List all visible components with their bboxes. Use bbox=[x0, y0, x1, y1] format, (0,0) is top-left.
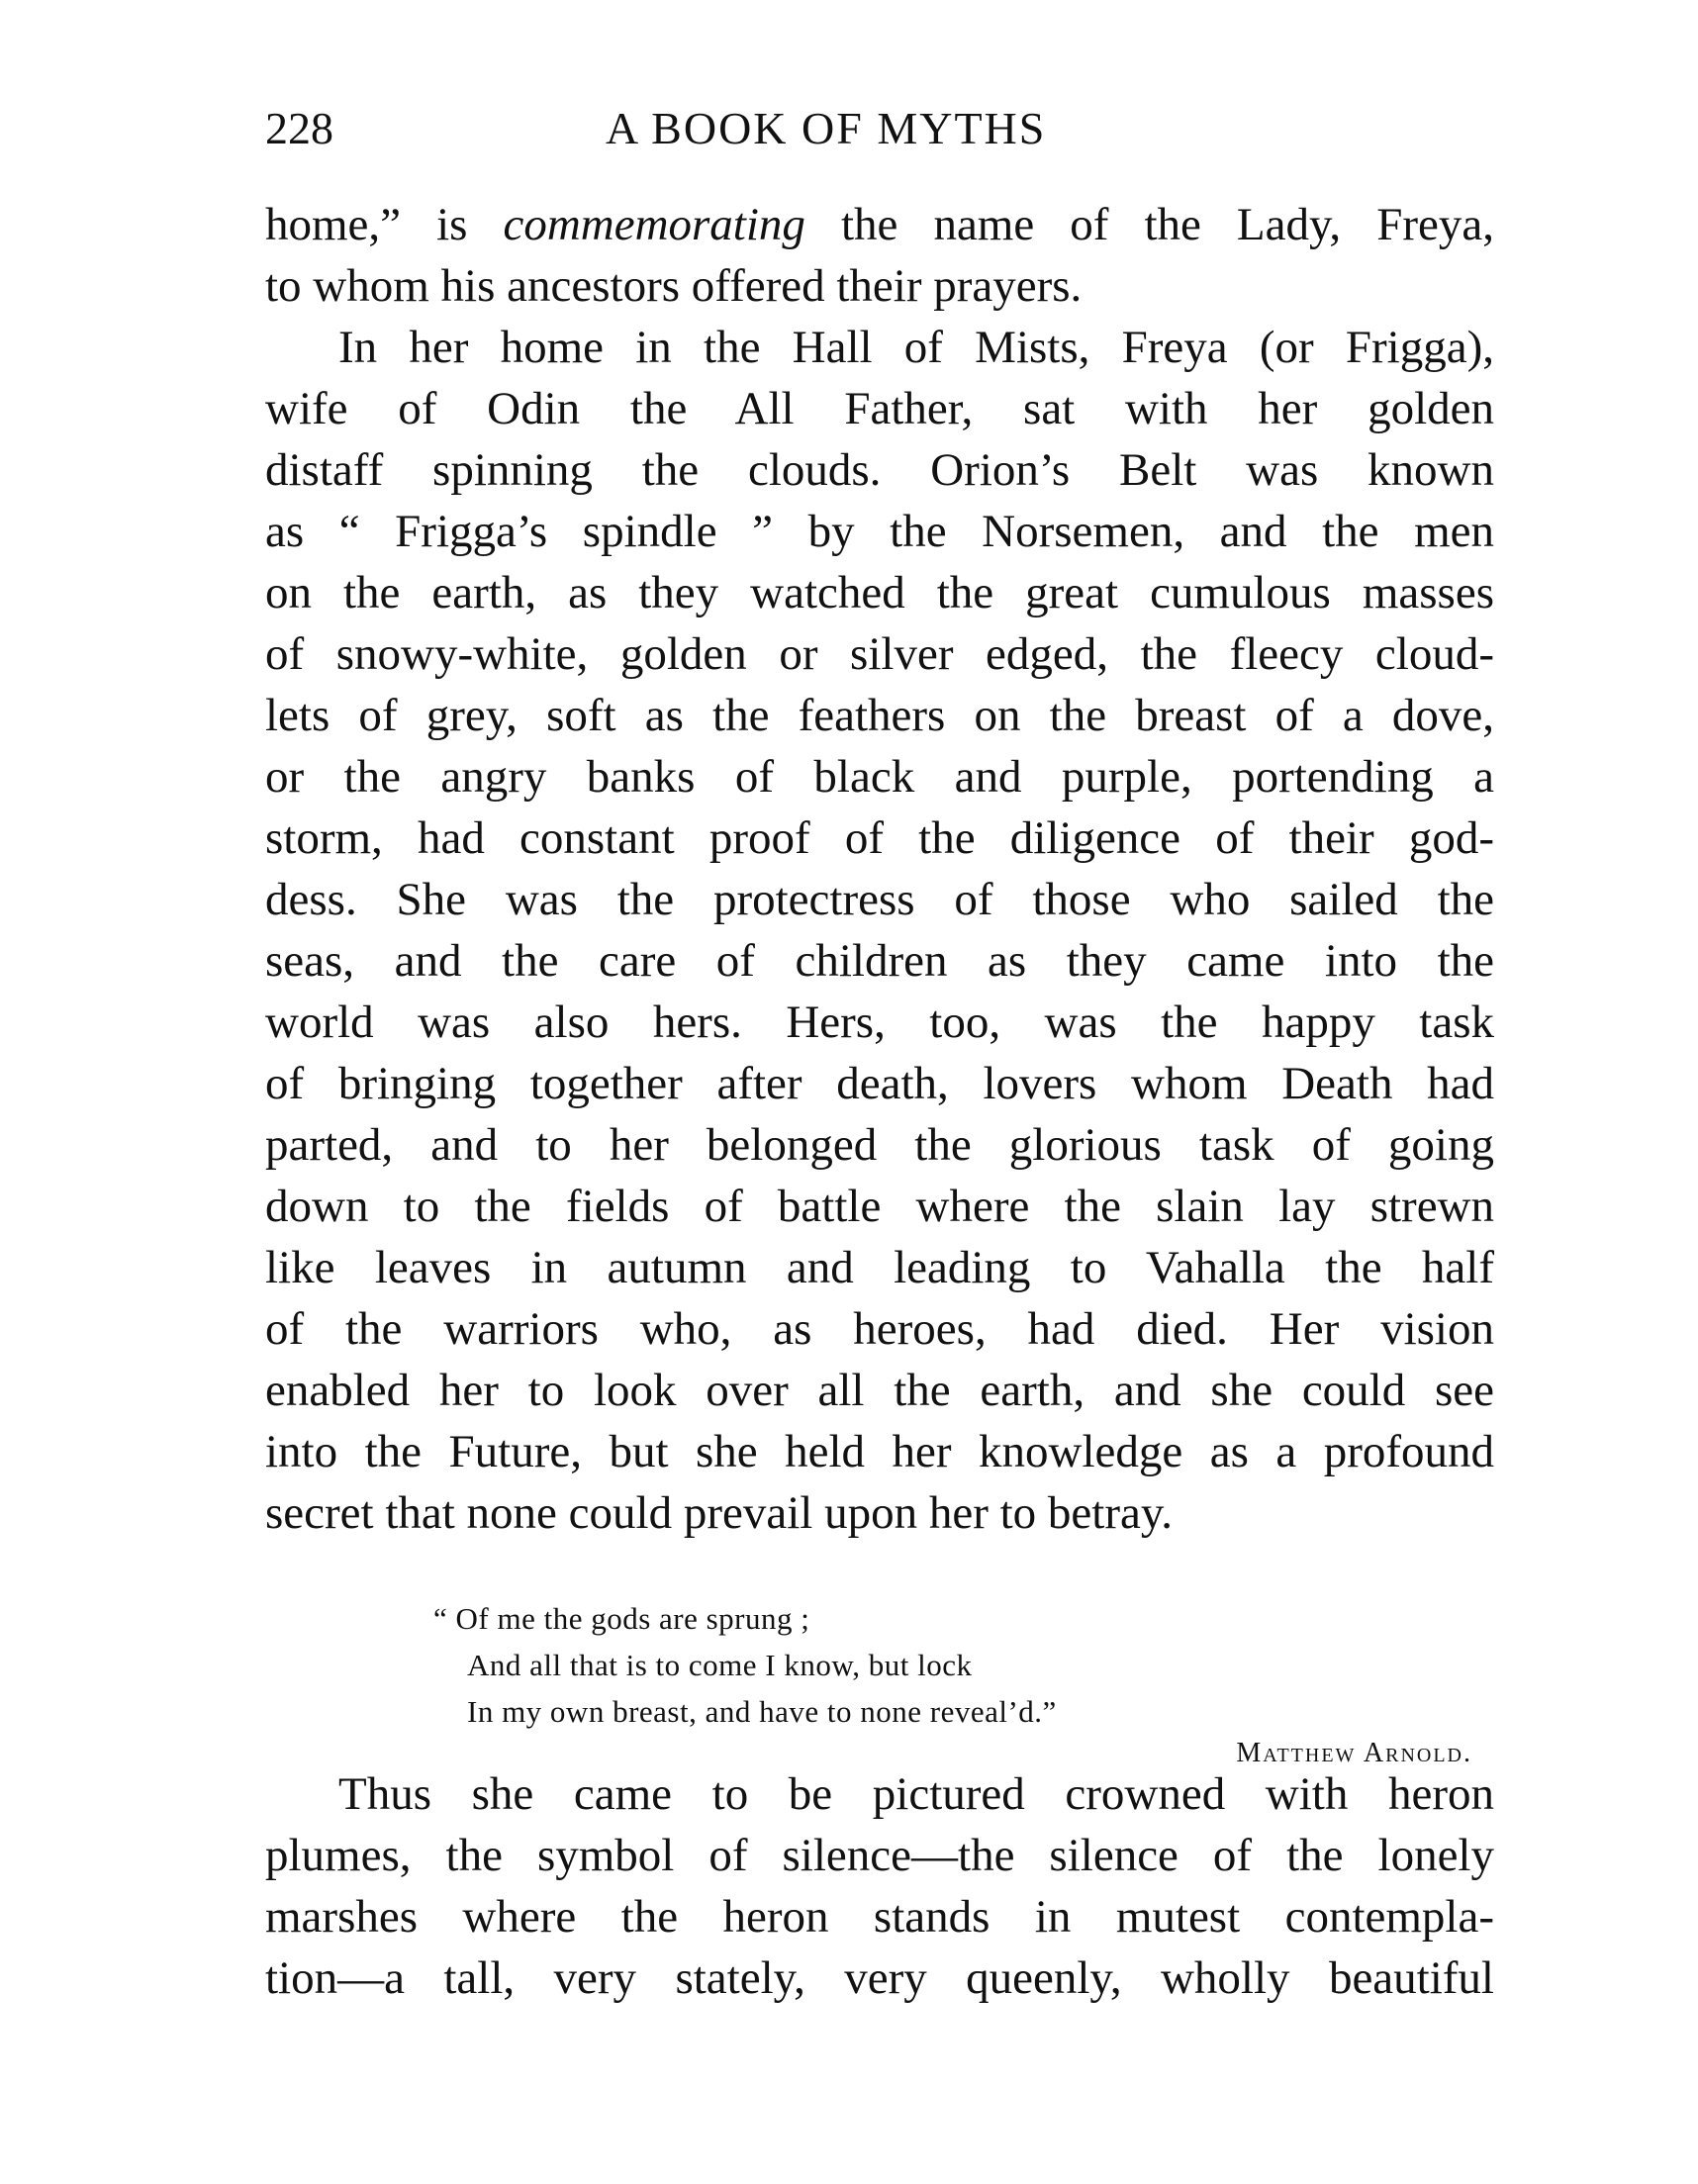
paragraph-2-line: of snowy-white, golden or silver edged, the fleecy cloud- bbox=[265, 628, 1494, 680]
poem-line: And all that is to come I know, but lock bbox=[467, 1648, 973, 1682]
page-number: 228 bbox=[265, 103, 333, 153]
italic-text-span: commemorating bbox=[503, 199, 805, 250]
paragraph-2-line: wife of Odin the All Father, sat with her golden bbox=[265, 383, 1494, 434]
paragraph-2-line: on the earth, as they watched the great cumulous masses bbox=[265, 567, 1494, 618]
paragraph-2-line: into the Future, but she held her knowledge as a profound bbox=[265, 1426, 1494, 1477]
paragraph-2-line: seas, and the care of children as they came into the bbox=[265, 935, 1494, 987]
paragraph-2-line: world was also hers. Hers, too, was the happy task bbox=[265, 997, 1494, 1048]
paragraph-2-line: as “ Frigga’s spindle ” by the Norsemen, and the men bbox=[265, 506, 1494, 557]
paragraph-2-line: secret that none could prevail upon her to betray. bbox=[265, 1487, 1174, 1539]
text-span: the name of the Lady, Freya, bbox=[804, 199, 1494, 250]
paragraph-1-line bbox=[265, 194, 1494, 255]
paragraph-2-line: distaff spinning the clouds. Orion’s Belt was known bbox=[265, 444, 1494, 496]
paragraph-2-line: of bringing together after death, lovers whom Death had bbox=[265, 1058, 1494, 1109]
paragraph-2-line: enabled her to look over all the earth, and she could see bbox=[265, 1365, 1494, 1416]
poem-quotation bbox=[433, 1595, 1057, 1735]
paragraph-3-line: Thus she came to be pictured crowned with heron bbox=[338, 1768, 1494, 1820]
paragraph-2-line: down to the fields of battle where the slain lay strewn bbox=[265, 1181, 1494, 1232]
poem-attribution: Matthew Arnold. bbox=[1236, 1738, 1472, 1768]
paragraph-2-line: dess. She was the protectress of those who sailed the bbox=[265, 874, 1494, 925]
running-title: A BOOK OF MYTHS bbox=[606, 103, 1047, 153]
text-span: home,” is bbox=[265, 199, 504, 250]
paragraph-1-line: to whom his ancestors offered their prayers. bbox=[265, 260, 1083, 312]
paragraph-2-line: In her home in the Hall of Mists, Freya (or Frigga), bbox=[338, 322, 1494, 373]
paragraph-3-line: tion—a tall, very stately, very queenly, wholly beautiful bbox=[265, 1952, 1494, 2004]
paragraph-2-line: parted, and to her belonged the glorious task of going bbox=[265, 1119, 1494, 1171]
paragraph-2-line: storm, had constant proof of the diligence of their god- bbox=[265, 812, 1494, 864]
paragraph-2-line: like leaves in autumn and leading to Vahalla the half bbox=[265, 1242, 1494, 1293]
poem-line: “ Of me the gods are sprung ; bbox=[433, 1601, 810, 1636]
paragraph-2-line: of the warriors who, as heroes, had died. Her vision bbox=[265, 1303, 1494, 1355]
paragraph-3-line: plumes, the symbol of silence—the silence of the lonely bbox=[265, 1830, 1494, 1881]
poem-line: In my own breast, and have to none reveal’d.” bbox=[467, 1694, 1057, 1729]
paragraph-2-line: or the angry banks of black and purple, portending a bbox=[265, 751, 1494, 803]
main-text-bottom bbox=[265, 1763, 1494, 2009]
paragraph-3-line: marshes where the heron stands in mutest contempla- bbox=[265, 1891, 1494, 1943]
main-text-top bbox=[265, 194, 1494, 1544]
paragraph-2-line: lets of grey, soft as the feathers on the breast of a dove, bbox=[265, 690, 1494, 741]
